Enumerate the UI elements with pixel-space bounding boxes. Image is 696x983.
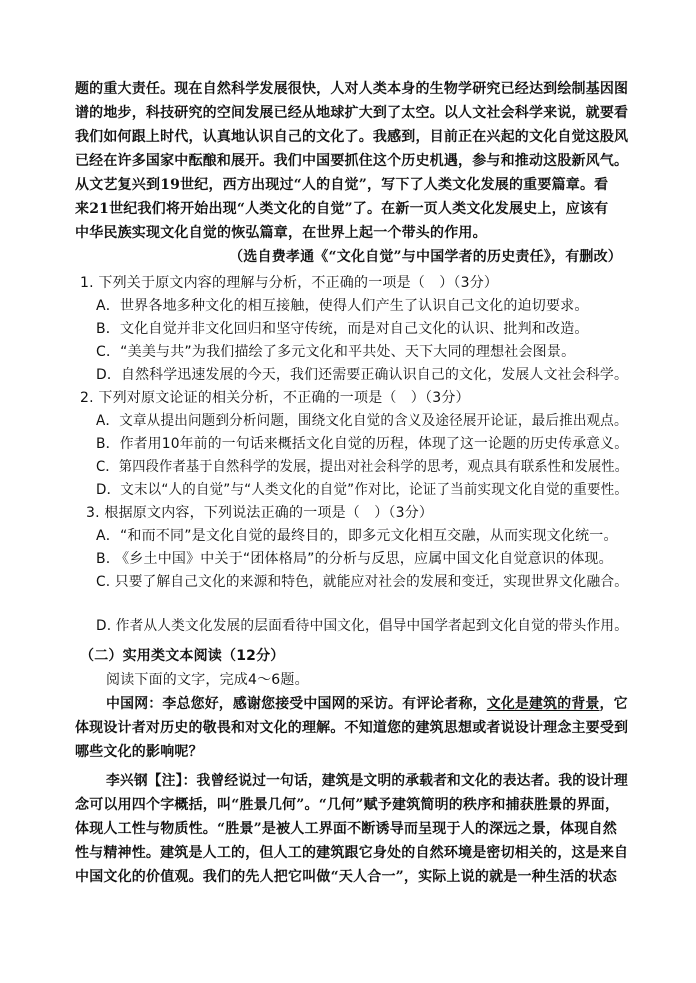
essay-line: 题的重大责任。现在自然科学发展很快，人对人类本身的生物学研究已经达到绘制基因图 [75, 81, 629, 97]
question-3-option-b: B. 《乡土中国》中关于“团体格局”的分析与反思，应属中国文化自觉意识的体现。 [96, 551, 613, 567]
interview-question-text: 中国网：李总您好，感谢您接受中国网的采访。有评论者称， [106, 696, 487, 712]
interview-answer-line: 性与精神性。建筑是人工的，但人工的建筑跟它身处的自然环境是密切相关的，这是来自 [75, 845, 629, 861]
interview-answer-line: 念可以用四个字概括，叫“胜景几何”。“几何”赋予建筑简明的秩序和捕获胜景的界面， [75, 797, 620, 813]
interview-answer-line: 李兴钢【注】：我曾经说过一句话，建筑是文明的承载者和文化的表达者。我的设计理 [106, 773, 628, 789]
interview-question-line [106, 695, 628, 713]
question-3-stem: 3. 根据原文内容，下列说法正确的一项是（ ）（3分） [86, 505, 434, 521]
question-1-option-a: A．世界各地多种文化的相互接触，使得人们产生了认识自己文化的迫切要求。 [96, 298, 589, 314]
question-2-option-a: A．文章从提出问题到分析问题，围绕文化自觉的含义及途径展开论证，最后推出观点。 [96, 413, 628, 429]
interview-question-line: 哪些文化的影响呢？ [75, 744, 203, 760]
underlined-phrase: 文化是建筑的背景 [486, 696, 600, 712]
question-1-option-d: D．自然科学迅速发展的今天，我们还需要正确认识自己的文化，发展人文社会科学。 [96, 367, 629, 383]
section-title: （二）实用类文本阅读（12分） [80, 648, 285, 664]
question-1-option-c: C．“美美与共”为我们描绘了多元文化和平共处、天下大同的理想社会图景。 [96, 344, 576, 360]
essay-line: 我们如何跟上时代，认真地认识自己的文化了。我感到，目前正在兴起的文化自觉这股风 [75, 129, 629, 145]
question-1-option-b: B．文化自觉并非文化回归和坚守传统，而是对自己文化的认识、批判和改造。 [96, 321, 589, 337]
interview-question-text: ，它 [599, 696, 628, 712]
essay-line: 谱的地步，科技研究的空间发展已经从地球扩大到了太空。以人文社会科学来说，就要看 [75, 105, 629, 121]
source-note: （选自费孝通《“文化自觉”与中国学者的历史责任》，有删改） [229, 249, 622, 265]
essay-line: 已经在许多国家中酝酿和展开。我们中国要抓住这个历史机遇，参与和推动这股新风气。 [75, 153, 629, 169]
question-1-stem: 1. 下列关于原文内容的理解与分析，不正确的一项是（ ）（3分） [80, 275, 499, 291]
essay-line: 中华民族实现文化自觉的恢弘篇章，在世界上起一个带头的作用。 [75, 225, 487, 241]
question-2-option-c: C．第四段作者基于自然科学的发展，提出对社会科学的思考，观点具有联系性和发展性。 [96, 459, 629, 475]
question-3-option-d: D. 作者从人类文化发展的层面看待中国文化，倡导中国学者起到文化自觉的带头作用。 [96, 618, 629, 634]
essay-line: 来21世纪我们将开始出现“人类文化的自觉”了。在新一页人类文化发展史上，应该有 [75, 201, 609, 217]
question-2-stem: 2. 下列对原文论证的相关分析，不正确的一项是（ ）（3分） [80, 390, 470, 406]
section-instruction: 阅读下面的文字，完成4～6题。 [106, 672, 309, 688]
question-2-option-b: B．作者用10年前的一句话来概括文化自觉的历程，体现了这一论题的历史传承意义。 [96, 436, 629, 452]
interview-answer-line: 体现人工性与物质性。“胜景”是被人工界面不断诱导而呈现于人的深远之景，体现自然 [75, 821, 617, 837]
essay-line: 从文艺复兴到19世纪，西方出现过“人的自觉”，写下了人类文化发展的重要篇章。看 [75, 177, 609, 193]
interview-question-line: 体现设计者对历史的敬畏和对文化的理解。不知道您的建筑思想或者说设计理念主要受到 [75, 720, 629, 736]
question-3-option-a: A．“和而不同”是文化自觉的最终目的，即多元文化相互交融，从而实现文化统一。 [96, 528, 618, 544]
question-3-option-c: C. 只要了解自己文化的来源和特色，就能应对社会的发展和变迁，实现世界文化融合。 [96, 574, 629, 590]
question-2-option-d: D．文末以“人的自觉”与“人类文化的自觉”作对比，论证了当前实现文化自觉的重要性。 [96, 482, 629, 498]
interview-answer-line: 中国文化的价值观。我们的先人把它叫做“天人合一”，实际上说的就是一种生活的状态 [75, 869, 617, 885]
